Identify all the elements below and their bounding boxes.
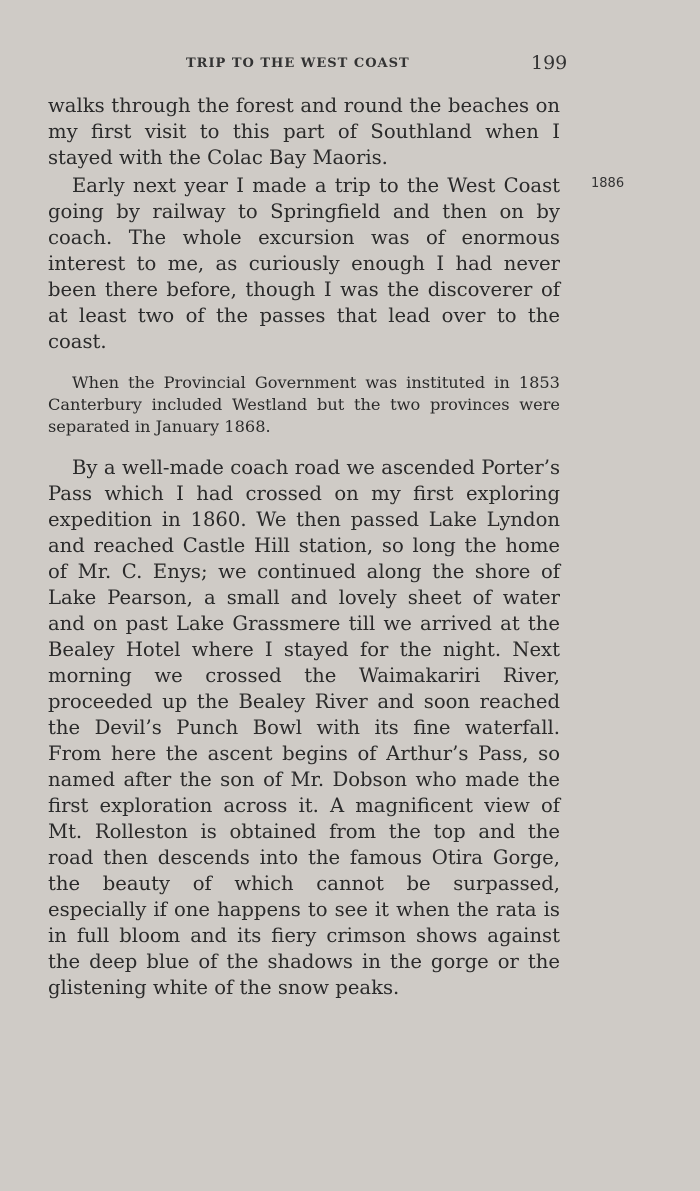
paragraph-coach-route bbox=[48, 455, 560, 1001]
margin-year-note: 1886 bbox=[591, 176, 625, 191]
paragraph-continuation bbox=[48, 93, 560, 171]
running-head: TRIP TO THE WEST COAST bbox=[186, 56, 410, 71]
note-text: When the Provincial Government was instituted in 1853 Canterbury included Westland but the two provinces were separated in January 1868. bbox=[48, 373, 560, 436]
paragraph-text: walks through the forest and round the beaches on my first visit to this part of Southland when I stayed with the Colac Bay Maoris. bbox=[48, 94, 560, 169]
historical-note bbox=[48, 372, 560, 438]
paragraph-text: Early next year I made a trip to the West Coast going by railway to Springfield and then on by coach. The whole excursion was of enormous interest to me, as curiously enough I had never been there before, though I was the discoverer of at least two of the passes that lead over to the coast. bbox=[48, 174, 560, 353]
page-number: 199 bbox=[531, 52, 568, 74]
paragraph-text: By a well-made coach road we ascended Porter’s Pass which I had crossed on my first exploring expedition in 1860. We then passed Lake Lyndon and reached Castle Hill station, so long the home of Mr. C. Enys; we continued along the shore of Lake Pearson, a small and lovely sheet of water and on past Lake Grassmere till we arrived at the Bealey Hotel where I stayed for the night. Next morning we crossed the Waimakariri River, proceeded up the Bealey River and soon reached the Devil’s Punch Bowl with its fine waterfall. From here the ascent begins of Arthur’s Pass, so named after the son of Mr. Dobson who made the first exploration across it. A magnificent view of Mt. Rolleston is obtained from the top and the road then descends into the famous Otira Gorge, the beauty of which cannot be surpassed, especially if one happens to see it when the rata is in full bloom and its fiery crimson shows against the deep blue of the shadows in the gorge or the glistening white of the snow peaks. bbox=[48, 456, 560, 999]
paragraph-west-coast-trip bbox=[48, 173, 560, 355]
